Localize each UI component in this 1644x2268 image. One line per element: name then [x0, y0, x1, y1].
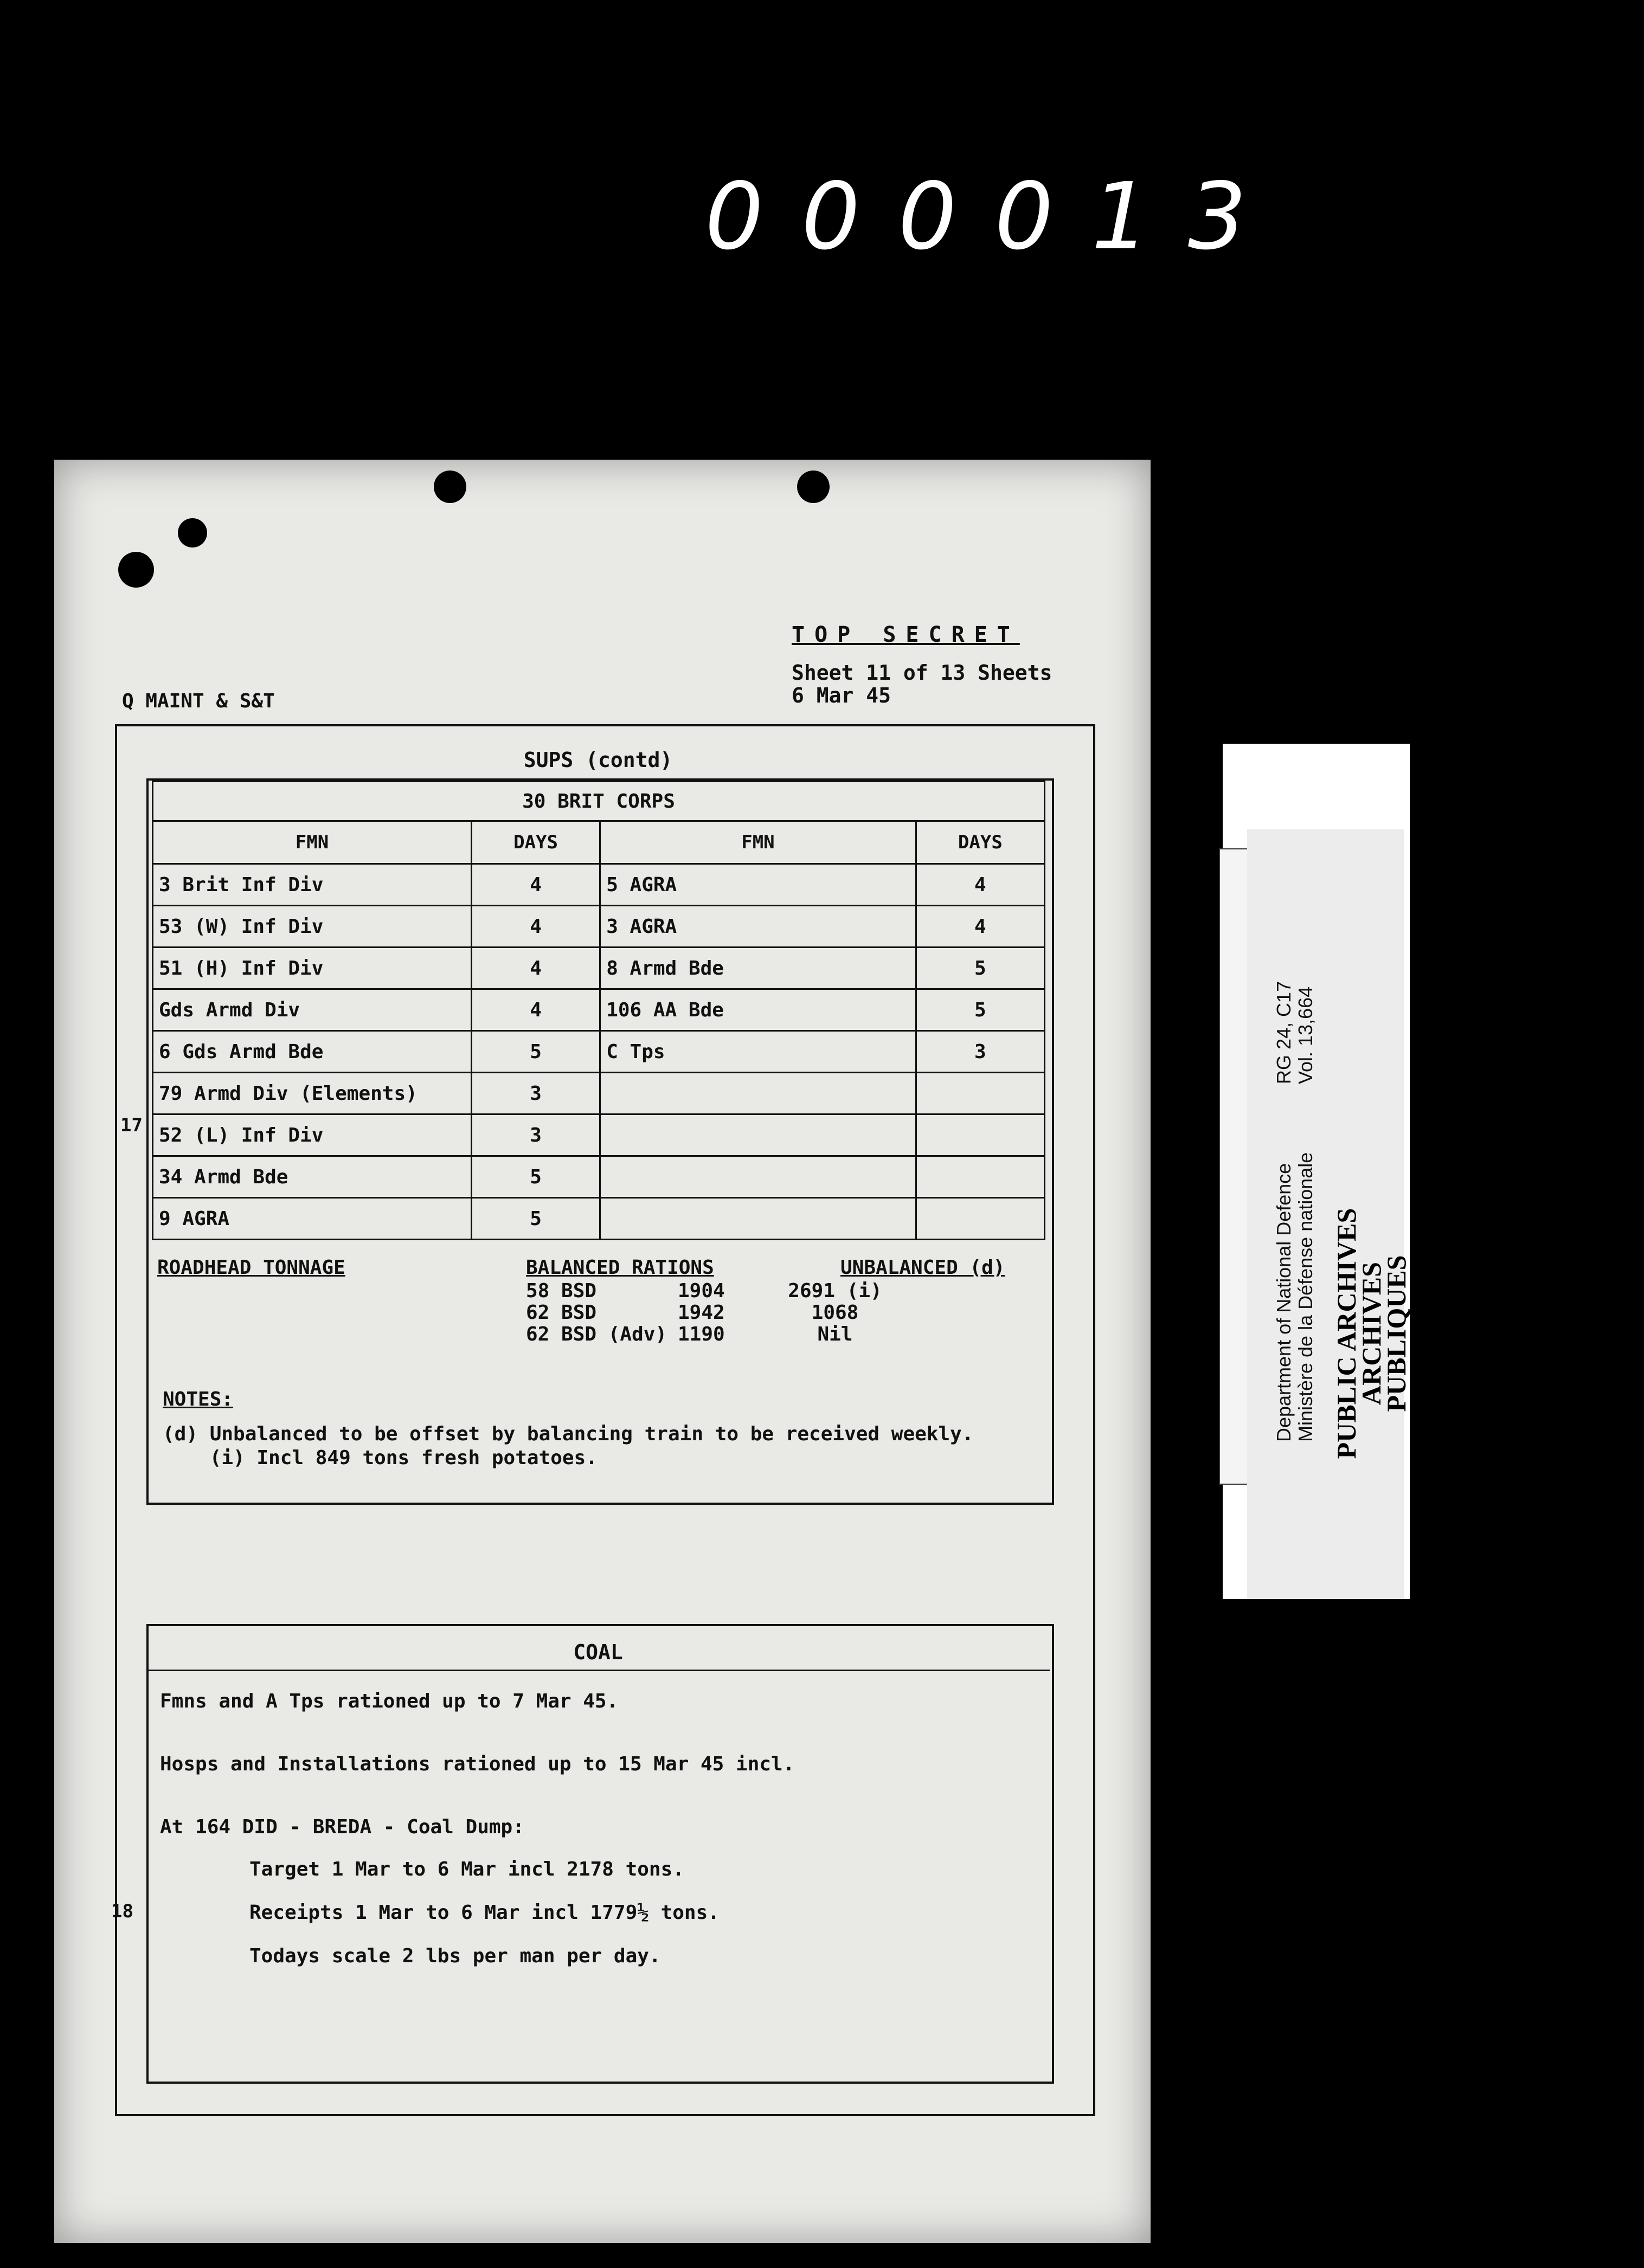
- days-cell: 4: [916, 864, 1044, 906]
- formation-cell: 79 Armd Div (Elements): [153, 1073, 472, 1114]
- formation-cell: 8 Armd Bde: [600, 948, 916, 989]
- document-page: [54, 460, 1151, 2243]
- coal-title-rule: [146, 1670, 1050, 1671]
- depot-name: 62 BSD: [526, 1301, 597, 1324]
- days-cell: 4: [471, 864, 600, 906]
- days-cell: 5: [916, 989, 1044, 1031]
- days-cell: 4: [471, 906, 600, 948]
- archives-publiques: ARCHIVES PUBLIQUES: [1356, 1255, 1411, 1412]
- table-row: [153, 1198, 1045, 1240]
- tonnage-value: 1904: [678, 1280, 725, 1302]
- depot-name: 62 BSD (Adv): [526, 1323, 667, 1345]
- table-row: [153, 906, 1045, 948]
- punch-hole: [118, 552, 154, 588]
- unbalanced-value: 2691 (i): [788, 1280, 882, 1302]
- days-cell: 5: [471, 1198, 600, 1240]
- days-cell: [916, 1156, 1044, 1198]
- unbalanced-label: [840, 1257, 1005, 1279]
- classification-marking: TOP SECRET: [792, 622, 1020, 647]
- archive-name: [1331, 1193, 1436, 1474]
- formation-days-table: [152, 781, 1045, 1240]
- formation-cell: [600, 1114, 916, 1156]
- punch-hole: [797, 471, 830, 503]
- record-group: RG 24, C17: [1273, 981, 1295, 1084]
- roadhead-tonnage: [157, 1257, 1025, 1354]
- public-archives: PUBLIC ARCHIVES: [1331, 1208, 1362, 1459]
- formation-cell: Gds Armd Div: [153, 989, 472, 1031]
- days-cell: 4: [916, 906, 1044, 948]
- col-header-days: DAYS: [471, 821, 600, 864]
- formation-cell: 51 (H) Inf Div: [153, 948, 472, 989]
- punch-hole: [178, 518, 207, 547]
- margin-number: 17: [120, 1114, 143, 1136]
- formation-cell: [600, 1198, 916, 1240]
- unbalanced-value: 1068: [811, 1301, 859, 1324]
- archive-reference: [1273, 981, 1317, 1084]
- days-cell: 5: [471, 1031, 600, 1073]
- document-date: 6 Mar 45: [792, 684, 891, 707]
- table-row: [153, 1156, 1045, 1198]
- note-line: (i) Incl 849 tons fresh potatoes.: [163, 1447, 598, 1469]
- table-row: [153, 864, 1045, 906]
- depot-name: 58 BSD: [526, 1280, 597, 1302]
- formation-cell: 52 (L) Inf Div: [153, 1114, 472, 1156]
- coal-line: At 164 DID - BREDA - Coal Dump:: [160, 1816, 524, 1838]
- balanced-row: [526, 1280, 725, 1302]
- corps-heading: 30 BRIT CORPS: [153, 782, 1045, 821]
- coal-line: Todays scale 2 lbs per man per day.: [249, 1945, 661, 1967]
- balanced-row: [526, 1324, 725, 1345]
- col-header-days: DAYS: [916, 821, 1044, 864]
- coal-line: Target 1 Mar to 6 Mar incl 2178 tons.: [249, 1858, 684, 1880]
- sheet-info: [792, 661, 1052, 707]
- balanced-rations-list: [526, 1280, 725, 1345]
- days-cell: 3: [471, 1114, 600, 1156]
- coal-line: Fmns and A Tps rationed up to 7 Mar 45.: [160, 1690, 619, 1712]
- unbalanced-label-text: UNBALANCED (d): [840, 1257, 1005, 1279]
- days-cell: 5: [471, 1156, 600, 1198]
- formation-cell: [600, 1073, 916, 1114]
- table-row: [153, 989, 1045, 1031]
- notes-label: NOTES:: [163, 1388, 234, 1410]
- department-text: [1273, 1030, 1317, 1442]
- unbalanced-list: [765, 1280, 906, 1345]
- table-row: [153, 1114, 1045, 1156]
- days-cell: 4: [471, 989, 600, 1031]
- punch-hole: [434, 471, 466, 503]
- col-header-fmn: FMN: [600, 821, 916, 864]
- notes: [163, 1388, 974, 1470]
- canada: CANADA: [1406, 1274, 1436, 1393]
- formation-cell: 5 AGRA: [600, 864, 916, 906]
- formation-cell: 3 Brit Inf Div: [153, 864, 472, 906]
- department-en: Department of National Defence: [1273, 1163, 1295, 1442]
- formation-cell: 53 (W) Inf Div: [153, 906, 472, 948]
- note-line: (d) Unbalanced to be offset by balancing train to be received weekly.: [163, 1423, 974, 1445]
- margin-number: 18: [111, 1900, 133, 1922]
- formation-cell: 34 Armd Bde: [153, 1156, 472, 1198]
- days-cell: [916, 1073, 1044, 1114]
- balanced-rations-label: BALANCED RATIONS: [526, 1257, 714, 1279]
- formation-cell: 106 AA Bde: [600, 989, 916, 1031]
- formation-cell: 9 AGRA: [153, 1198, 472, 1240]
- formation-cell: 3 AGRA: [600, 906, 916, 948]
- frame-number: 000013: [705, 163, 1285, 270]
- table-row: [153, 1031, 1045, 1073]
- sheet-number: Sheet 11 of 13 Sheets: [792, 661, 1052, 685]
- days-cell: 3: [471, 1073, 600, 1114]
- branch-heading: Q MAINT & S&T: [122, 690, 275, 712]
- department-fr: Ministère de la Défense nationale: [1294, 1152, 1317, 1442]
- days-cell: [916, 1198, 1044, 1240]
- days-cell: 3: [916, 1031, 1044, 1073]
- table-row: [153, 948, 1045, 989]
- coal-title: COAL: [573, 1640, 623, 1664]
- days-cell: 5: [916, 948, 1044, 989]
- tonnage-value: 1942: [678, 1301, 725, 1324]
- formation-cell: 6 Gds Armd Bde: [153, 1031, 472, 1073]
- volume: Vol. 13,664: [1294, 986, 1317, 1084]
- roadhead-tonnage-label: ROADHEAD TONNAGE: [157, 1257, 345, 1279]
- col-header-fmn: FMN: [153, 821, 472, 864]
- tonnage-value: 1190: [678, 1323, 725, 1345]
- formation-cell: [600, 1156, 916, 1198]
- table-row: [153, 1073, 1045, 1114]
- coal-line: Receipts 1 Mar to 6 Mar incl 1779½ tons.: [249, 1902, 720, 1924]
- days-cell: [916, 1114, 1044, 1156]
- days-cell: 4: [471, 948, 600, 989]
- formation-cell: C Tps: [600, 1031, 916, 1073]
- sups-title: SUPS (contd): [523, 748, 673, 772]
- unbalanced-value: Nil: [817, 1323, 853, 1345]
- balanced-row: [526, 1302, 725, 1324]
- coal-line: Hosps and Installations rationed up to 15 Mar 45 incl.: [160, 1753, 795, 1775]
